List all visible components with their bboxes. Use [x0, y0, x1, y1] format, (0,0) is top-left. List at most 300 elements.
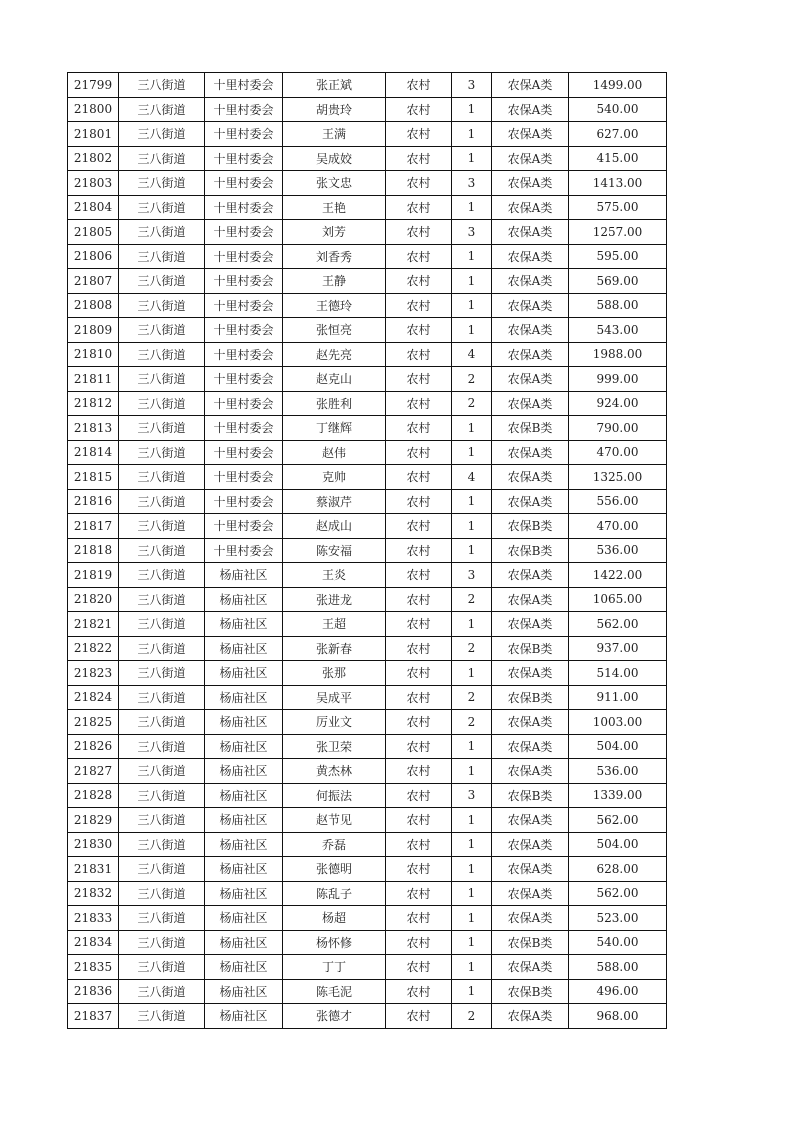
area-type-cell: 农村 — [386, 587, 452, 612]
community-cell: 杨庙社区 — [205, 759, 283, 784]
serial-cell: 21806 — [68, 244, 119, 269]
household-count-cell: 1 — [452, 489, 492, 514]
category-cell: 农保A类 — [492, 587, 569, 612]
area-type-cell: 农村 — [386, 759, 452, 784]
table-row — [68, 171, 667, 196]
table-row — [68, 146, 667, 171]
area-type-cell: 农村 — [386, 97, 452, 122]
area-type-cell: 农村 — [386, 612, 452, 637]
street-cell: 三八街道 — [119, 759, 205, 784]
area-type-cell: 农村 — [386, 342, 452, 367]
amount-cell: 562.00 — [569, 881, 667, 906]
name-cell: 张进龙 — [283, 587, 386, 612]
category-cell: 农保B类 — [492, 538, 569, 563]
amount-cell: 924.00 — [569, 391, 667, 416]
name-cell: 赵伟 — [283, 440, 386, 465]
category-cell: 农保A类 — [492, 342, 569, 367]
area-type-cell: 农村 — [386, 416, 452, 441]
amount-cell: 562.00 — [569, 612, 667, 637]
area-type-cell: 农村 — [386, 195, 452, 220]
amount-cell: 536.00 — [569, 538, 667, 563]
category-cell: 农保A类 — [492, 391, 569, 416]
amount-cell: 575.00 — [569, 195, 667, 220]
serial-cell: 21817 — [68, 514, 119, 539]
community-cell: 杨庙社区 — [205, 636, 283, 661]
community-cell: 杨庙社区 — [205, 783, 283, 808]
area-type-cell: 农村 — [386, 122, 452, 147]
table-row — [68, 465, 667, 490]
table-row — [68, 538, 667, 563]
category-cell: 农保A类 — [492, 808, 569, 833]
category-cell: 农保A类 — [492, 73, 569, 98]
serial-cell: 21827 — [68, 759, 119, 784]
name-cell: 丁继辉 — [283, 416, 386, 441]
amount-cell: 627.00 — [569, 122, 667, 147]
name-cell: 黄杰林 — [283, 759, 386, 784]
household-count-cell: 3 — [452, 783, 492, 808]
category-cell: 农保B类 — [492, 636, 569, 661]
area-type-cell: 农村 — [386, 146, 452, 171]
amount-cell: 1003.00 — [569, 710, 667, 735]
name-cell: 张胜利 — [283, 391, 386, 416]
household-count-cell: 2 — [452, 587, 492, 612]
street-cell: 三八街道 — [119, 783, 205, 808]
street-cell: 三八街道 — [119, 808, 205, 833]
area-type-cell: 农村 — [386, 906, 452, 931]
amount-cell: 523.00 — [569, 906, 667, 931]
household-count-cell: 3 — [452, 563, 492, 588]
household-count-cell: 1 — [452, 244, 492, 269]
table-row — [68, 195, 667, 220]
amount-cell: 540.00 — [569, 930, 667, 955]
household-count-cell: 4 — [452, 342, 492, 367]
street-cell: 三八街道 — [119, 220, 205, 245]
area-type-cell: 农村 — [386, 244, 452, 269]
street-cell: 三八街道 — [119, 293, 205, 318]
table-row — [68, 318, 667, 343]
street-cell: 三八街道 — [119, 857, 205, 882]
household-count-cell: 1 — [452, 612, 492, 637]
household-count-cell: 1 — [452, 195, 492, 220]
street-cell: 三八街道 — [119, 416, 205, 441]
category-cell: 农保A类 — [492, 881, 569, 906]
table-row — [68, 661, 667, 686]
street-cell: 三八街道 — [119, 612, 205, 637]
category-cell: 农保A类 — [492, 465, 569, 490]
table-row — [68, 979, 667, 1004]
street-cell: 三八街道 — [119, 440, 205, 465]
street-cell: 三八街道 — [119, 97, 205, 122]
name-cell: 刘芳 — [283, 220, 386, 245]
name-cell: 刘香秀 — [283, 244, 386, 269]
community-cell: 杨庙社区 — [205, 734, 283, 759]
area-type-cell: 农村 — [386, 171, 452, 196]
amount-cell: 415.00 — [569, 146, 667, 171]
serial-cell: 21825 — [68, 710, 119, 735]
household-count-cell: 1 — [452, 318, 492, 343]
category-cell: 农保A类 — [492, 734, 569, 759]
area-type-cell: 农村 — [386, 636, 452, 661]
serial-cell: 21812 — [68, 391, 119, 416]
table-row — [68, 1004, 667, 1029]
community-cell: 十里村委会 — [205, 195, 283, 220]
street-cell: 三八街道 — [119, 734, 205, 759]
name-cell: 王超 — [283, 612, 386, 637]
household-count-cell: 1 — [452, 979, 492, 1004]
community-cell: 十里村委会 — [205, 538, 283, 563]
name-cell: 杨怀修 — [283, 930, 386, 955]
serial-cell: 21836 — [68, 979, 119, 1004]
household-count-cell: 2 — [452, 1004, 492, 1029]
name-cell: 厉业文 — [283, 710, 386, 735]
amount-cell: 556.00 — [569, 489, 667, 514]
table-row — [68, 97, 667, 122]
table-row — [68, 710, 667, 735]
category-cell: 农保A类 — [492, 269, 569, 294]
street-cell: 三八街道 — [119, 367, 205, 392]
category-cell: 农保A类 — [492, 759, 569, 784]
amount-cell: 536.00 — [569, 759, 667, 784]
area-type-cell: 农村 — [386, 808, 452, 833]
table-row — [68, 220, 667, 245]
amount-cell: 588.00 — [569, 955, 667, 980]
street-cell: 三八街道 — [119, 244, 205, 269]
serial-cell: 21835 — [68, 955, 119, 980]
community-cell: 杨庙社区 — [205, 587, 283, 612]
community-cell: 十里村委会 — [205, 342, 283, 367]
street-cell: 三八街道 — [119, 146, 205, 171]
household-count-cell: 1 — [452, 146, 492, 171]
table-body — [68, 73, 667, 1029]
serial-cell: 21811 — [68, 367, 119, 392]
category-cell: 农保A类 — [492, 146, 569, 171]
area-type-cell: 农村 — [386, 73, 452, 98]
amount-cell: 1413.00 — [569, 171, 667, 196]
amount-cell: 1499.00 — [569, 73, 667, 98]
community-cell: 十里村委会 — [205, 244, 283, 269]
area-type-cell: 农村 — [386, 440, 452, 465]
category-cell: 农保B类 — [492, 685, 569, 710]
area-type-cell: 农村 — [386, 734, 452, 759]
street-cell: 三八街道 — [119, 391, 205, 416]
area-type-cell: 农村 — [386, 881, 452, 906]
area-type-cell: 农村 — [386, 979, 452, 1004]
amount-cell: 1339.00 — [569, 783, 667, 808]
table-row — [68, 685, 667, 710]
area-type-cell: 农村 — [386, 661, 452, 686]
community-cell: 杨庙社区 — [205, 612, 283, 637]
household-count-cell: 3 — [452, 171, 492, 196]
street-cell: 三八街道 — [119, 73, 205, 98]
amount-cell: 1325.00 — [569, 465, 667, 490]
serial-cell: 21804 — [68, 195, 119, 220]
serial-cell: 21832 — [68, 881, 119, 906]
serial-cell: 21834 — [68, 930, 119, 955]
table-row — [68, 881, 667, 906]
serial-cell: 21820 — [68, 587, 119, 612]
category-cell: 农保A类 — [492, 171, 569, 196]
amount-cell: 470.00 — [569, 514, 667, 539]
serial-cell: 21816 — [68, 489, 119, 514]
street-cell: 三八街道 — [119, 587, 205, 612]
category-cell: 农保A类 — [492, 489, 569, 514]
name-cell: 蔡淑芹 — [283, 489, 386, 514]
area-type-cell: 农村 — [386, 538, 452, 563]
name-cell: 赵成山 — [283, 514, 386, 539]
community-cell: 十里村委会 — [205, 97, 283, 122]
category-cell: 农保A类 — [492, 195, 569, 220]
name-cell: 吴成平 — [283, 685, 386, 710]
table-row — [68, 73, 667, 98]
serial-cell: 21801 — [68, 122, 119, 147]
amount-cell: 1065.00 — [569, 587, 667, 612]
name-cell: 杨超 — [283, 906, 386, 931]
area-type-cell: 农村 — [386, 783, 452, 808]
name-cell: 何振法 — [283, 783, 386, 808]
amount-cell: 1988.00 — [569, 342, 667, 367]
category-cell: 农保A类 — [492, 97, 569, 122]
community-cell: 杨庙社区 — [205, 857, 283, 882]
community-cell: 杨庙社区 — [205, 930, 283, 955]
household-count-cell: 1 — [452, 416, 492, 441]
table-row — [68, 612, 667, 637]
category-cell: 农保B类 — [492, 979, 569, 1004]
category-cell: 农保A类 — [492, 293, 569, 318]
name-cell: 克帅 — [283, 465, 386, 490]
amount-cell: 588.00 — [569, 293, 667, 318]
amount-cell: 790.00 — [569, 416, 667, 441]
community-cell: 十里村委会 — [205, 73, 283, 98]
area-type-cell: 农村 — [386, 391, 452, 416]
street-cell: 三八街道 — [119, 955, 205, 980]
street-cell: 三八街道 — [119, 661, 205, 686]
table-row — [68, 391, 667, 416]
category-cell: 农保A类 — [492, 367, 569, 392]
amount-cell: 999.00 — [569, 367, 667, 392]
area-type-cell: 农村 — [386, 955, 452, 980]
household-count-cell: 1 — [452, 955, 492, 980]
area-type-cell: 农村 — [386, 293, 452, 318]
table-row — [68, 293, 667, 318]
area-type-cell: 农村 — [386, 930, 452, 955]
area-type-cell: 农村 — [386, 367, 452, 392]
community-cell: 十里村委会 — [205, 146, 283, 171]
table-row — [68, 367, 667, 392]
table-row — [68, 514, 667, 539]
area-type-cell: 农村 — [386, 857, 452, 882]
community-cell: 十里村委会 — [205, 489, 283, 514]
amount-cell: 496.00 — [569, 979, 667, 1004]
street-cell: 三八街道 — [119, 930, 205, 955]
serial-cell: 21813 — [68, 416, 119, 441]
serial-cell: 21824 — [68, 685, 119, 710]
category-cell: 农保A类 — [492, 906, 569, 931]
serial-cell: 21823 — [68, 661, 119, 686]
amount-cell: 1257.00 — [569, 220, 667, 245]
serial-cell: 21803 — [68, 171, 119, 196]
street-cell: 三八街道 — [119, 979, 205, 1004]
category-cell: 农保A类 — [492, 440, 569, 465]
name-cell: 丁丁 — [283, 955, 386, 980]
serial-cell: 21821 — [68, 612, 119, 637]
street-cell: 三八街道 — [119, 195, 205, 220]
household-count-cell: 1 — [452, 808, 492, 833]
household-count-cell: 1 — [452, 930, 492, 955]
serial-cell: 21829 — [68, 808, 119, 833]
street-cell: 三八街道 — [119, 881, 205, 906]
household-count-cell: 3 — [452, 73, 492, 98]
name-cell: 张那 — [283, 661, 386, 686]
amount-cell: 540.00 — [569, 97, 667, 122]
household-count-cell: 1 — [452, 514, 492, 539]
street-cell: 三八街道 — [119, 171, 205, 196]
serial-cell: 21819 — [68, 563, 119, 588]
community-cell: 十里村委会 — [205, 514, 283, 539]
table-row — [68, 857, 667, 882]
serial-cell: 21826 — [68, 734, 119, 759]
area-type-cell: 农村 — [386, 710, 452, 735]
household-count-cell: 1 — [452, 906, 492, 931]
community-cell: 杨庙社区 — [205, 832, 283, 857]
table-row — [68, 342, 667, 367]
street-cell: 三八街道 — [119, 489, 205, 514]
street-cell: 三八街道 — [119, 906, 205, 931]
serial-cell: 21833 — [68, 906, 119, 931]
table-row — [68, 783, 667, 808]
household-count-cell: 1 — [452, 538, 492, 563]
street-cell: 三八街道 — [119, 685, 205, 710]
table-row — [68, 489, 667, 514]
amount-cell: 562.00 — [569, 808, 667, 833]
community-cell: 杨庙社区 — [205, 979, 283, 1004]
community-cell: 杨庙社区 — [205, 808, 283, 833]
category-cell: 农保A类 — [492, 1004, 569, 1029]
name-cell: 陈乱子 — [283, 881, 386, 906]
amount-cell: 628.00 — [569, 857, 667, 882]
area-type-cell: 农村 — [386, 514, 452, 539]
street-cell: 三八街道 — [119, 269, 205, 294]
community-cell: 十里村委会 — [205, 465, 283, 490]
serial-cell: 21830 — [68, 832, 119, 857]
community-cell: 杨庙社区 — [205, 955, 283, 980]
community-cell: 杨庙社区 — [205, 685, 283, 710]
serial-cell: 21799 — [68, 73, 119, 98]
amount-cell: 595.00 — [569, 244, 667, 269]
area-type-cell: 农村 — [386, 1004, 452, 1029]
amount-cell: 514.00 — [569, 661, 667, 686]
household-count-cell: 2 — [452, 391, 492, 416]
street-cell: 三八街道 — [119, 122, 205, 147]
serial-cell: 21815 — [68, 465, 119, 490]
household-count-cell: 1 — [452, 122, 492, 147]
household-count-cell: 1 — [452, 857, 492, 882]
category-cell: 农保A类 — [492, 832, 569, 857]
community-cell: 杨庙社区 — [205, 906, 283, 931]
table-row — [68, 440, 667, 465]
community-cell: 杨庙社区 — [205, 881, 283, 906]
community-cell: 十里村委会 — [205, 122, 283, 147]
table-row — [68, 734, 667, 759]
category-cell: 农保A类 — [492, 244, 569, 269]
street-cell: 三八街道 — [119, 318, 205, 343]
serial-cell: 21818 — [68, 538, 119, 563]
table-row — [68, 244, 667, 269]
name-cell: 张卫荣 — [283, 734, 386, 759]
street-cell: 三八街道 — [119, 563, 205, 588]
serial-cell: 21800 — [68, 97, 119, 122]
name-cell: 王静 — [283, 269, 386, 294]
category-cell: 农保B类 — [492, 783, 569, 808]
category-cell: 农保A类 — [492, 318, 569, 343]
table-row — [68, 906, 667, 931]
community-cell: 杨庙社区 — [205, 661, 283, 686]
household-count-cell: 1 — [452, 881, 492, 906]
table-row — [68, 636, 667, 661]
area-type-cell: 农村 — [386, 269, 452, 294]
name-cell: 赵克山 — [283, 367, 386, 392]
amount-cell: 911.00 — [569, 685, 667, 710]
area-type-cell: 农村 — [386, 563, 452, 588]
area-type-cell: 农村 — [386, 832, 452, 857]
name-cell: 王艳 — [283, 195, 386, 220]
name-cell: 赵节见 — [283, 808, 386, 833]
serial-cell: 21828 — [68, 783, 119, 808]
category-cell: 农保A类 — [492, 955, 569, 980]
category-cell: 农保B类 — [492, 514, 569, 539]
serial-cell: 21837 — [68, 1004, 119, 1029]
community-cell: 十里村委会 — [205, 416, 283, 441]
household-count-cell: 1 — [452, 832, 492, 857]
serial-cell: 21814 — [68, 440, 119, 465]
area-type-cell: 农村 — [386, 465, 452, 490]
community-cell: 十里村委会 — [205, 171, 283, 196]
name-cell: 胡贵玲 — [283, 97, 386, 122]
name-cell: 张新春 — [283, 636, 386, 661]
category-cell: 农保A类 — [492, 122, 569, 147]
household-count-cell: 3 — [452, 220, 492, 245]
table-row — [68, 955, 667, 980]
amount-cell: 470.00 — [569, 440, 667, 465]
table-row — [68, 832, 667, 857]
community-cell: 杨庙社区 — [205, 563, 283, 588]
household-count-cell: 1 — [452, 293, 492, 318]
category-cell: 农保A类 — [492, 612, 569, 637]
serial-cell: 21810 — [68, 342, 119, 367]
street-cell: 三八街道 — [119, 538, 205, 563]
data-table — [67, 72, 667, 1029]
name-cell: 张文忠 — [283, 171, 386, 196]
household-count-cell: 2 — [452, 710, 492, 735]
household-count-cell: 1 — [452, 661, 492, 686]
name-cell: 王炎 — [283, 563, 386, 588]
amount-cell: 504.00 — [569, 832, 667, 857]
community-cell: 十里村委会 — [205, 220, 283, 245]
name-cell: 张正斌 — [283, 73, 386, 98]
table-row — [68, 930, 667, 955]
street-cell: 三八街道 — [119, 514, 205, 539]
street-cell: 三八街道 — [119, 1004, 205, 1029]
household-count-cell: 4 — [452, 465, 492, 490]
category-cell: 农保B类 — [492, 930, 569, 955]
household-count-cell: 2 — [452, 685, 492, 710]
name-cell: 陈安福 — [283, 538, 386, 563]
street-cell: 三八街道 — [119, 465, 205, 490]
amount-cell: 937.00 — [569, 636, 667, 661]
name-cell: 王满 — [283, 122, 386, 147]
household-count-cell: 2 — [452, 636, 492, 661]
table-row — [68, 808, 667, 833]
serial-cell: 21809 — [68, 318, 119, 343]
